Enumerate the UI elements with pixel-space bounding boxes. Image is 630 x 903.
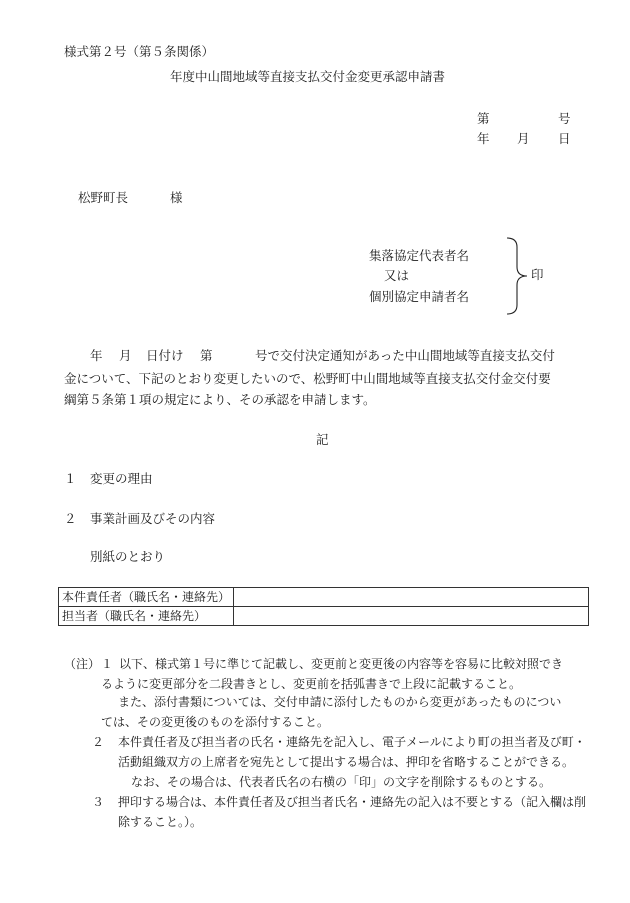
note-3-line1: 押印する場合は、本件責任者及び担当者氏名・連絡先の記入は不要とする（記入欄は削 — [118, 795, 587, 809]
date-month: 月 — [517, 131, 530, 146]
table-row — [59, 588, 589, 607]
applicant-line-representative: 集落協定代表者名 — [369, 248, 470, 263]
item-1-text: 変更の理由 — [90, 471, 153, 486]
note-3-line2: 除すること。）。 — [118, 815, 203, 829]
note-2-line1: 本件責任者及び担当者の氏名・連絡先を記入し、電子メールにより町の担当者及び町・ — [118, 735, 586, 749]
body-no: 第 — [200, 348, 213, 363]
body-year: 年 — [90, 348, 103, 363]
applicant-line-individual: 個別協定申請者名 — [369, 289, 470, 304]
doc-number-prefix: 第 — [477, 111, 490, 126]
note-1-line4: ては、その変更後のものを添付すること。 — [101, 715, 330, 729]
document-title: 年度中山間地域等直接支払交付金変更承認申請書 — [170, 69, 446, 84]
addressee-name: 松野町長 — [78, 190, 129, 205]
item-1-number: １ — [64, 471, 77, 486]
responsible-person-label: 本件責任者（職氏名・連絡先） — [59, 588, 234, 607]
note-2-number: ２ — [92, 735, 105, 749]
body-line1-rest: 号で交付決定通知があった中山間地域等直接支払交付 — [255, 348, 555, 363]
item-2-text: 事業計画及びその内容 — [90, 511, 216, 526]
note-2-line2: 活動組織双方の上席者を宛先として提出する場合は、押印を省略することができる。 — [118, 755, 575, 769]
note-2-line3: なお、その場合は、代表者氏名の右横の「印」の文字を削除するものとする。 — [131, 775, 552, 789]
responsible-person-field[interactable] — [234, 588, 589, 607]
note-1-line2: るように変更部分を二段書きとし、変更前を括弧書きで上段に記載すること。 — [101, 677, 522, 691]
body-line2: 金について、下記のとおり変更したいので、松野町中山間地域等直接支払交付金交付要 — [64, 371, 551, 386]
doc-number-suffix: 号 — [558, 111, 571, 126]
form-number: 様式第２号（第５条関係） — [64, 44, 215, 59]
seal-mark: 印 — [531, 267, 544, 282]
date-year: 年 — [477, 131, 490, 146]
attachment-text: 別紙のとおり — [90, 549, 166, 564]
note-1-number: １ — [101, 657, 114, 671]
note-1-line1: 以下、様式第１号に準じて記載し、変更前と変更後の内容等を容易に比較対照でき — [119, 657, 564, 671]
table-row — [59, 607, 589, 626]
responsibility-table — [58, 587, 589, 626]
contact-person-label: 担当者（職氏名・連絡先） — [59, 607, 234, 626]
notes-prefix: （注） — [64, 657, 101, 671]
ki-heading: 記 — [316, 432, 329, 447]
note-1-line3: また、添付書類については、交付申請に添付したものから変更があったものについ — [118, 695, 562, 709]
item-2-number: ２ — [64, 511, 77, 526]
contact-person-field[interactable] — [234, 607, 589, 626]
body-month: 月 — [119, 348, 132, 363]
body-line3: 綱第５条第１項の規定により、その承認を申請します。 — [64, 392, 376, 407]
date-day: 日 — [558, 131, 571, 146]
note-3-number: ３ — [92, 795, 105, 809]
applicant-line-or: 又は — [384, 268, 410, 283]
addressee-honorific: 様 — [170, 190, 183, 205]
body-date: 日付け — [146, 348, 184, 363]
